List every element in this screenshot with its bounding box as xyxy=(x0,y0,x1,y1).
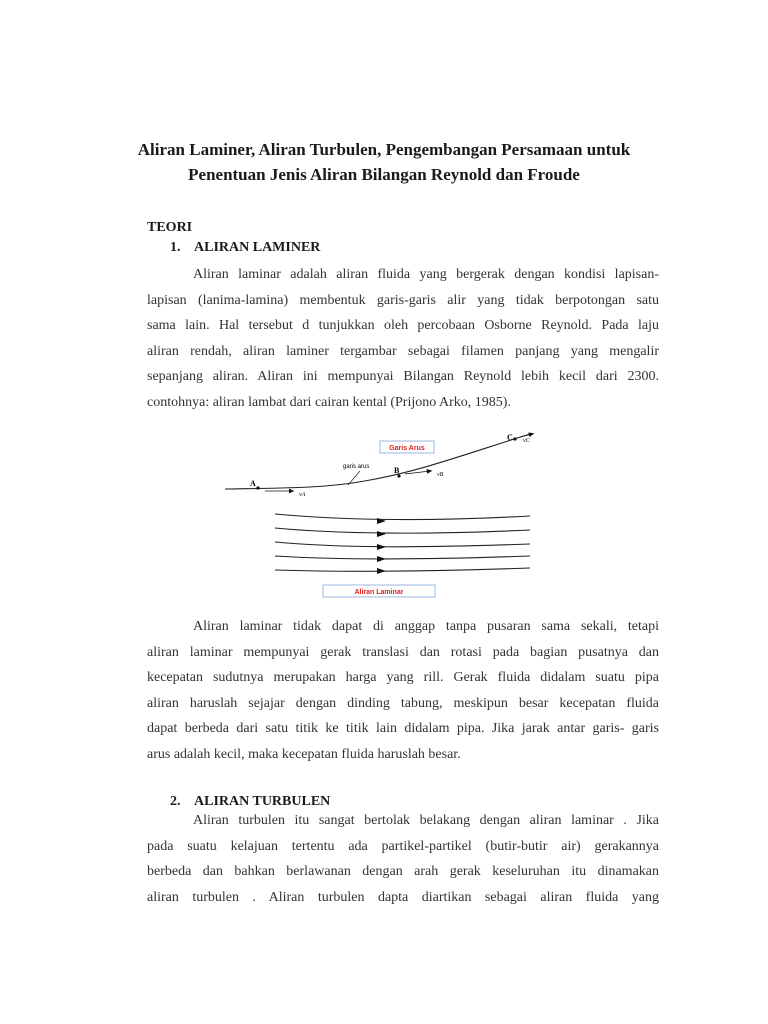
label-vc: vC xyxy=(523,438,530,444)
laminar-line xyxy=(275,556,530,559)
label-a: A xyxy=(250,479,256,488)
flow-arrowhead xyxy=(377,544,386,550)
paragraph-line: arus adalah kecil, maka kecepatan fluida haruslah besar. xyxy=(147,746,461,762)
paragraph-line: Aliran turbulen itu sangat bertolak belakang dengan aliran laminar . Jika xyxy=(193,813,659,828)
paragraph-line: sepanjang aliran. Aliran ini mempunyai Bilangan Reynold lebih kecil dari 2300. xyxy=(147,369,659,385)
paragraph-line: kecepatan sudutnya merupakan harga yang rill. Gerak fluida didalam suatu pipa xyxy=(147,670,659,686)
laminar-line xyxy=(275,542,530,547)
flow-arrowhead xyxy=(377,568,386,574)
velocity-arrow-c xyxy=(520,434,532,437)
label-vb: vB xyxy=(437,472,444,478)
streamline-diagram xyxy=(220,428,540,603)
streamline-curve xyxy=(225,434,530,489)
paragraph-line: sama lain. Hal tersebut d tunjukkan oleh percobaan Osborne Reynold. Pada laju xyxy=(147,318,659,334)
laminar-line xyxy=(275,514,530,520)
paragraph-laminer xyxy=(147,262,659,416)
title-line-1: Aliran Laminer, Aliran Turbulen, Pengembangan Persamaan untuk xyxy=(137,140,631,159)
paragraph-line: aliran rendah, aliran laminer tergambar sebagai filamen panjang yang mengalir xyxy=(147,343,659,359)
flow-arrowhead xyxy=(377,556,386,562)
paragraph-line: dapat berbeda dari satu titik ke titik lain didalam pipa. Jika jarak antar garis- garis xyxy=(147,721,659,737)
paragraph-line: aliran haruslah sejajar dengan dinding tabung, meskipun besar kecepatan fluida xyxy=(147,695,659,711)
point-c xyxy=(513,437,516,440)
paragraph-laminer-2 xyxy=(147,614,659,768)
aliran-laminar-box-label: Aliran Laminar xyxy=(354,589,404,596)
paragraph-line: Aliran laminar tidak dapat di anggap tanpa pusaran sama sekali, tetapi xyxy=(193,619,659,634)
subheading-number: 1. xyxy=(170,240,181,255)
paragraph-turbulen xyxy=(147,808,659,910)
label-c: C xyxy=(507,433,513,442)
streamline-figure xyxy=(220,428,540,603)
paragraph-line: aliran turbulen . Aliran turbulen dapta diartikan sebagai aliran fluida yang xyxy=(147,889,659,905)
laminar-line xyxy=(275,528,530,533)
paragraph-line: berbeda dan bahkan berlawanan dengan arah gerak keseluruhan itu dinamakan xyxy=(147,864,659,880)
label-b: B xyxy=(394,466,400,475)
label-va: vA xyxy=(299,492,306,498)
subheading-laminer xyxy=(170,240,320,256)
point-a xyxy=(256,486,259,489)
flow-arrowhead xyxy=(377,531,386,537)
paragraph-line: contohnya: aliran lambat dari cairan kental (Prijono Arko, 1985). xyxy=(147,394,511,410)
subheading-title: ALIRAN LAMINER xyxy=(194,240,321,255)
paragraph-line: pada suatu kelajuan tertentu ada partikel-partikel (butir-butir air) gerakannya xyxy=(147,838,659,854)
subheading-number: 2. xyxy=(170,794,181,809)
paragraph-line: lapisan (lanima-lamina) membentuk garis-garis alir yang tidak berpotongan satu xyxy=(147,292,659,308)
paragraph-line: Aliran laminar adalah aliran fluida yang bergerak dengan kondisi lapisan- xyxy=(193,267,659,282)
garis-arus-box-label: Garis Arus xyxy=(389,445,425,452)
laminar-line xyxy=(275,568,530,571)
label-garis-arus: garis arus xyxy=(343,464,370,470)
title-line-2: Penentuan Jenis Aliran Bilangan Reynold dan Froude xyxy=(188,165,580,184)
section-heading-teori: TEORI xyxy=(147,220,193,235)
subheading-title: ALIRAN TURBULEN xyxy=(194,794,331,809)
paragraph-line: aliran laminar mempunyai gerak translasi dan rotasi pada bagian pusatnya dan xyxy=(147,644,659,660)
page-title xyxy=(110,137,658,187)
